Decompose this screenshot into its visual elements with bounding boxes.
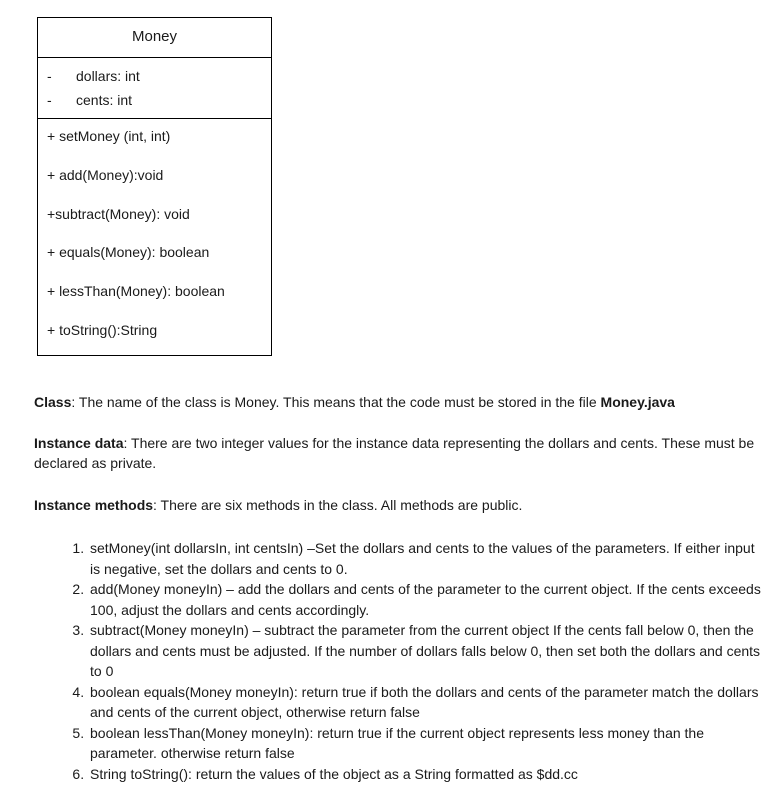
instance-methods-paragraph [34, 495, 764, 515]
class-label: Class [34, 394, 72, 410]
list-item-subtract: 3. subtract(Money moneyIn) – subtract the parameter from the current object If the cents fall below 0, then the dollars and cents must be adjusted. If the number of dollars falls below 0, then set both the dollars and cents to 0 [88, 620, 764, 682]
uml-method-subtract: +subtract(Money): void [47, 205, 190, 222]
uml-attributes-section [38, 58, 271, 119]
list-item-tostring: 6. String toString(): return the values of the object as a String formatted as $dd.cc [88, 764, 764, 785]
uml-methods-section [38, 119, 271, 359]
class-filename: Money.java [600, 394, 675, 410]
uml-method-equals: + equals(Money): boolean [47, 244, 210, 261]
class-text: : The name of the class is Money. This means that the code must be stored in the file [71, 394, 601, 410]
instance-data-label: Instance data [34, 435, 124, 451]
uml-class-diagram [37, 17, 272, 356]
instance-data-paragraph [34, 433, 764, 473]
list-item-add: 2. add(Money moneyIn) – add the dollars and cents of the parameter to the current object. If the cents exceeds 100, adjust the dollars and cents accordingly. [88, 579, 764, 620]
uml-method-setmoney: + setMoney (int, int) [47, 128, 171, 144]
attribute-text: dollars: int [76, 68, 140, 84]
instance-data-text: : There are two integer values for the instance data representing the dollars and cents. These must be declared as private. [34, 435, 755, 471]
instance-methods-label: Instance methods [34, 497, 154, 513]
list-item-equals: 4. boolean equals(Money moneyIn): return true if both the dollars and cents of the parameter match the dollars and cents of the current object, otherwise return false [88, 682, 764, 723]
uml-method-add: + add(Money):void [47, 166, 164, 183]
list-item-setmoney: 1. setMoney(int dollarsIn, int centsIn) –Set the dollars and cents to the values of the parameters. If either input is negative, set the dollars and cents to 0. [88, 538, 764, 579]
visibility-marker: - [47, 92, 52, 108]
attribute-text: cents: int [76, 92, 133, 108]
uml-attribute-cents [38, 88, 271, 112]
list-item-lessthan: 5. boolean lessThan(Money moneyIn): return true if the current object represents less money than the parameter. otherwise return false [88, 723, 764, 764]
uml-class-name: Money [38, 18, 271, 58]
visibility-marker: - [47, 68, 52, 84]
uml-method-lessthan: + lessThan(Money): boolean [47, 283, 225, 300]
uml-method-tostring: + toString():String [47, 321, 158, 338]
method-description-list [34, 538, 764, 784]
uml-attribute-dollars [38, 64, 271, 88]
class-paragraph [34, 392, 764, 412]
instance-methods-text: : There are six methods in the class. All methods are public. [153, 497, 523, 513]
